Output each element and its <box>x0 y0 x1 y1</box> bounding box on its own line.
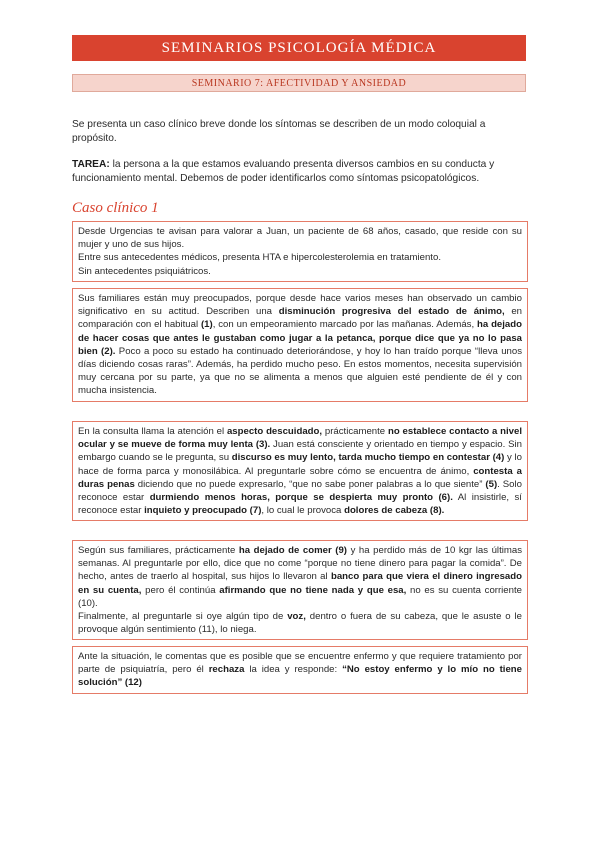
case-box-5 <box>72 646 528 694</box>
case-text: Al insistirle, sí reconoce estar <box>78 492 522 517</box>
case-box-1 <box>72 221 528 282</box>
seminar-subtitle: SEMINARIO 7: AFECTIVIDAD Y ANSIEDAD <box>72 74 526 92</box>
highlighted-symptom: (1) <box>200 319 213 331</box>
highlighted-symptom: ha dejado de hacer cosas que antes le gustaban como jugar a la petanca, porque dice que ya no lo pasa bien (2). <box>78 319 522 357</box>
case-box-4 <box>72 540 528 640</box>
case-paragraph <box>78 610 522 636</box>
highlighted-symptom: ha dejado de comer (9) <box>238 545 347 556</box>
case-paragraph <box>78 425 522 517</box>
case-text: en comparación con el habitual <box>78 306 523 331</box>
case-text: Sin antecedentes psiquiátricos. <box>78 265 211 277</box>
case-text: dentro o fuera de su cabeza, que le asuste o le provoque algún sentimiento (11), lo niega. <box>78 611 522 636</box>
highlighted-symptom: dolores de cabeza (8). <box>344 505 445 517</box>
highlighted-symptom: banco para que viera el dinero ingresado en su cuenta, <box>78 571 522 596</box>
highlighted-symptom: aspecto descuidado, <box>226 426 323 437</box>
case-text: , lo cual le provoca <box>261 505 345 517</box>
case-text: prácticamente <box>322 426 388 437</box>
case-text: Entre sus antecedentes médicos, presenta HTA e hipercolesterolemia en tratamiento. <box>78 252 441 264</box>
case-paragraph <box>78 225 522 251</box>
case-text: la idea y responde: <box>244 664 343 676</box>
highlighted-symptom: voz, <box>287 611 306 623</box>
case-text: Según sus familiares, prácticamente <box>78 545 239 556</box>
case-text: y lo hace de forma parca y monosilábica. Al preguntarle sobre cómo se encuentra de ánimo, <box>78 452 522 477</box>
case-text: Sus familiares están muy preocupados, porque desde hace varios meses han observado un cambio significativo en su actitud. Describen una <box>78 293 522 318</box>
highlighted-symptom: contesta a duras penas <box>78 465 522 490</box>
case-text: Ante la situación, le comentas que es posible que se encuentre enfermo y que requiere tratamiento por parte de psiquiatría, pero él <box>78 651 522 676</box>
case-text: , con un empeoramiento marcado por las mañanas. Además, <box>212 319 477 331</box>
case-paragraph <box>78 650 522 690</box>
case-paragraph <box>78 292 522 398</box>
case-text: Juan está consciente y orientado en tiempo y espacio. Sin embargo cuando se le pregunta, su <box>78 439 522 464</box>
highlighted-symptom: disminución progresiva del estado de ánimo, <box>278 306 505 318</box>
highlighted-symptom: afirmando que no tiene nada y que esa, <box>219 584 407 596</box>
case-paragraph <box>78 251 522 264</box>
case-box-2 <box>72 288 528 402</box>
case-paragraph <box>78 265 522 278</box>
task-label: TAREA: <box>72 159 110 170</box>
case-text: Poco a poco su estado ha continuado deteriorándose, y hoy lo han traído porque “lleva unos días diciendo cosas raras”. Además, ha perdido mucho peso. En estos momentos, necesita supervisión muy cercana por su parte, ya que no se alimenta a menos que alguien esté pendiente de él y con mucha insistencia. <box>78 345 522 397</box>
task-text: la persona a la que estamos evaluando presenta diversos cambios en su conducta y funcionamiento mental. Debemos de poder identificarlos como síntomas psicopatológicos. <box>72 159 495 184</box>
case-title: Caso clínico 1 <box>72 200 159 216</box>
highlighted-symptom: (5) <box>485 478 498 490</box>
case-text: no es su cuenta corriente (10). <box>78 584 522 609</box>
highlighted-symptom: “No estoy enfermo y lo mío no tiene solución” (12) <box>78 664 522 689</box>
case-text: . Solo reconoce estar <box>78 478 522 504</box>
case-box-3 <box>72 421 528 521</box>
case-text: y ha perdido más de 10 kgr las últimas semanas. Al preguntarle por ello, dice que no come “porque no tiene dinero para pagar la comida”. De hecho, antes de traerlo al hospital, sus hijos lo llevaron al <box>78 545 522 583</box>
case-text: pero él continúa <box>141 584 220 596</box>
highlighted-symptom: inquieto y preocupado (7) <box>144 505 262 517</box>
case-text: Finalmente, al preguntarle si oye algún tipo de <box>78 611 288 623</box>
case-text: Desde Urgencias te avisan para valorar a Juan, un paciente de 68 años, casado, que reside con su mujer y uno de sus hijos. <box>78 226 522 251</box>
case-text: En la consulta llama la atención el <box>78 426 227 437</box>
highlighted-symptom: discurso es muy lento, tarda mucho tiempo en contestar (4) <box>231 452 505 464</box>
highlighted-symptom: durmiendo menos horas, porque se despierta muy pronto (6). <box>149 492 453 504</box>
highlighted-symptom: rechaza <box>208 664 245 676</box>
case-text: diciendo que no puede expresarlo, “que no sabe poner palabras a lo que siente” <box>134 478 486 490</box>
task-paragraph <box>72 158 528 186</box>
highlighted-symptom: no establece contacto a nivel ocular y se mueve de forma muy lenta (3). <box>78 426 522 451</box>
intro-paragraph: Se presenta un caso clínico breve donde los síntomas se describen de un modo coloquial a propósito. <box>72 119 486 144</box>
document-title: SEMINARIOS PSICOLOGÍA MÉDICA <box>72 35 526 61</box>
case-paragraph <box>78 544 522 610</box>
